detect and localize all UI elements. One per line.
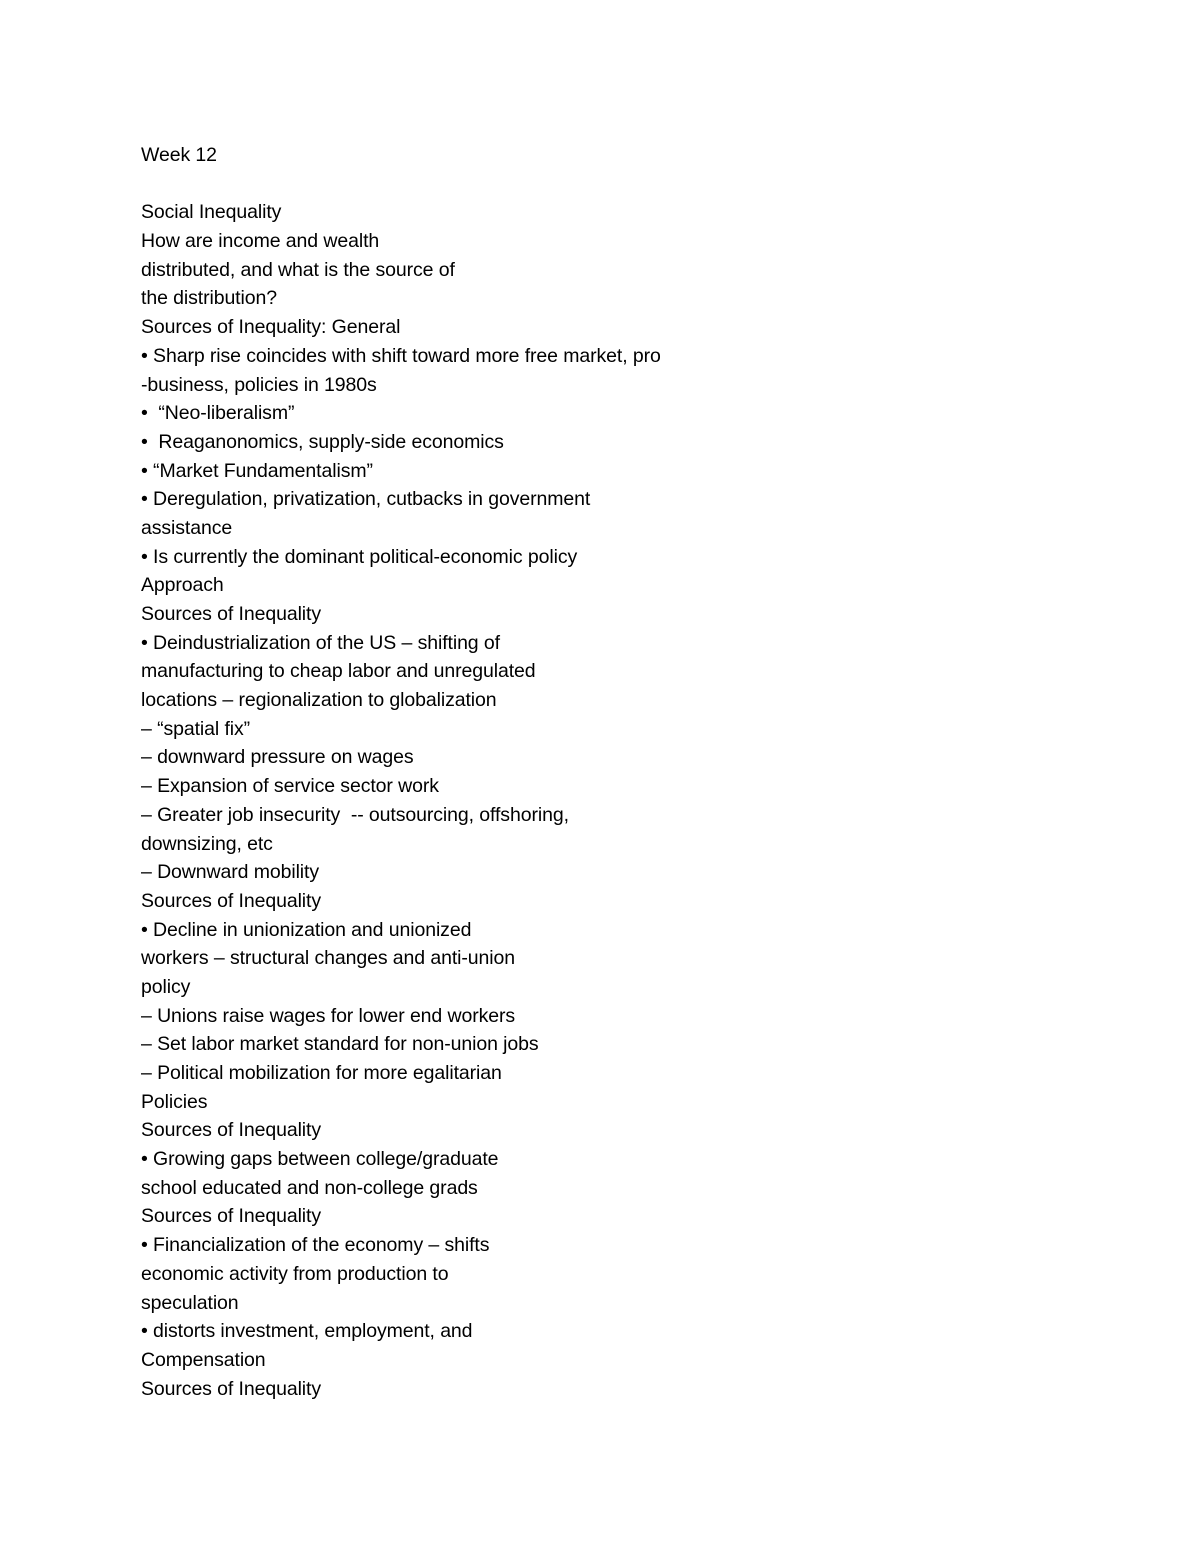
text-line: assistance <box>141 516 233 539</box>
text-line: • Financialization of the economy – shifts <box>141 1234 490 1257</box>
text-line: manufacturing to cheap labor and unregulated <box>141 660 536 683</box>
text-line: school educated and non-college grads <box>141 1176 478 1199</box>
page-title: Week 12 <box>141 144 217 166</box>
text-line: – Political mobilization for more egalitarian <box>141 1062 502 1084</box>
text-line: locations – regionalization to globalization <box>141 689 497 712</box>
text-line: – Set labor market standard for non-union jobs <box>141 1033 539 1056</box>
text-line: Sources of Inequality <box>141 1119 322 1142</box>
text-line: – Downward mobility <box>141 861 319 884</box>
text-line: economic activity from production to <box>141 1262 449 1285</box>
text-line: Sources of Inequality <box>141 603 322 625</box>
text-line: Sources of Inequality <box>141 1377 322 1400</box>
text-line: Social Inequality <box>141 201 282 224</box>
text-line: policy <box>141 975 191 998</box>
document-body <box>141 141 1101 1403</box>
text-line: • Deregulation, privatization, cutbacks in government <box>141 488 591 511</box>
text-line: Approach <box>141 574 224 597</box>
text-line: – Unions raise wages for lower end workers <box>141 1004 516 1027</box>
text-line: -business, policies in 1980s <box>141 373 377 396</box>
text-line: distributed, and what is the source of <box>141 258 455 281</box>
text-line: Sources of Inequality <box>141 889 322 912</box>
text-line: speculation <box>141 1291 239 1314</box>
text-line: the distribution? <box>141 287 277 310</box>
text-line: – Greater job insecurity -- outsourcing, offshoring, <box>141 803 569 826</box>
text-line: • Reaganonomics, supply-side economics <box>141 430 504 453</box>
text-line: • Is currently the dominant political-economic policy <box>141 545 578 568</box>
text-line: – downward pressure on wages <box>141 746 414 769</box>
text-line: downsizing, etc <box>141 832 273 855</box>
text-line: How are income and wealth <box>141 230 380 253</box>
text-line: – “spatial fix” <box>141 717 251 740</box>
text-line: Policies <box>141 1090 208 1113</box>
text-line: Compensation <box>141 1348 266 1371</box>
text-line: – Expansion of service sector work <box>141 775 439 798</box>
text-line: • Growing gaps between college/graduate <box>141 1148 499 1171</box>
text-line: • Decline in unionization and unionized <box>141 918 472 941</box>
text-line: • “Market Fundamentalism” <box>141 459 373 482</box>
text-line: Sources of Inequality: General <box>141 316 401 339</box>
text-line: • “Neo-liberalism” <box>141 402 295 425</box>
text-line: • Sharp rise coincides with shift toward more free market, pro <box>141 344 661 367</box>
text-line: Sources of Inequality <box>141 1205 322 1228</box>
text-line: • Deindustrialization of the US – shifting of <box>141 631 500 654</box>
text-line: • distorts investment, employment, and <box>141 1320 473 1343</box>
text-line: workers – structural changes and anti-union <box>141 947 515 970</box>
